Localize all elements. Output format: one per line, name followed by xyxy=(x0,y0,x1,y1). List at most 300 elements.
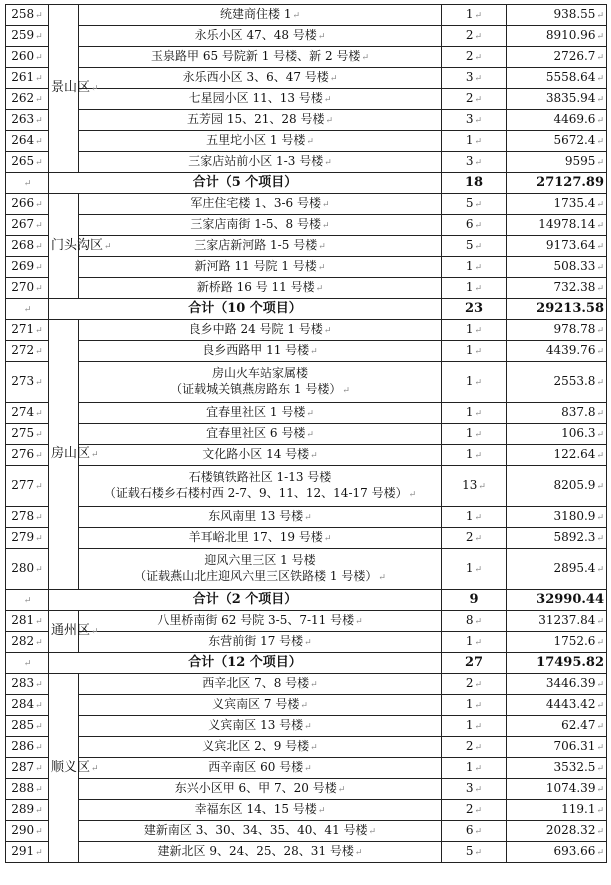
row-number-text: 264 xyxy=(11,133,35,147)
building-count xyxy=(442,424,507,445)
paragraph-mark-icon: ↵ xyxy=(474,701,483,711)
paragraph-mark-icon: ↵ xyxy=(378,573,386,583)
floor-area xyxy=(507,47,607,68)
row-number-text: 282 xyxy=(11,634,35,648)
floor-area-text: 732.38 xyxy=(553,280,596,294)
row-number-text: 268 xyxy=(11,238,35,252)
paragraph-mark-icon: ↵ xyxy=(596,848,604,858)
project-name xyxy=(79,821,442,842)
paragraph-mark-icon: ↵ xyxy=(323,326,332,336)
building-count-text: 5 xyxy=(465,844,474,858)
row-number xyxy=(6,320,49,341)
table-row xyxy=(6,110,607,131)
paragraph-mark-icon: ↵ xyxy=(35,451,43,461)
building-count-text: 1 xyxy=(465,374,474,388)
project-name-line: 西辛北区 7、8 号楼↵ xyxy=(202,676,318,690)
table-row xyxy=(6,695,607,716)
row-number-text: 270 xyxy=(11,280,35,294)
paragraph-mark-icon: ↵ xyxy=(474,534,483,544)
paragraph-mark-icon: ↵ xyxy=(306,137,314,147)
floor-area xyxy=(507,821,607,842)
paragraph-mark-icon: ↵ xyxy=(596,764,604,774)
paragraph-mark-icon: ↵ xyxy=(474,451,483,461)
building-count-text: 3 xyxy=(465,154,474,168)
table-row xyxy=(6,257,607,278)
row-number-text: 276 xyxy=(11,447,35,461)
total-count xyxy=(442,653,507,674)
paragraph-mark-icon: ↵ xyxy=(596,701,604,711)
paragraph-mark-icon: ↵ xyxy=(35,430,43,440)
row-number xyxy=(6,26,49,47)
total-label xyxy=(49,653,442,674)
paragraph-mark-icon: ↵ xyxy=(596,430,604,440)
row-number xyxy=(6,716,49,737)
floor-area-text: 2028.32 xyxy=(545,823,596,837)
floor-area xyxy=(507,110,607,131)
paragraph-mark-icon: ↵ xyxy=(35,785,43,795)
row-number-text: 269 xyxy=(11,259,35,273)
building-count xyxy=(442,362,507,403)
building-count xyxy=(442,737,507,758)
floor-area xyxy=(507,800,607,821)
project-name-line: 建新南区 3、30、34、35、40、41 号楼↵ xyxy=(143,823,377,837)
floor-area-text: 4443.42 xyxy=(545,697,596,711)
paragraph-mark-icon: ↵ xyxy=(317,806,326,816)
row-number-text: 279 xyxy=(11,530,35,544)
paragraph-mark-icon: ↵ xyxy=(596,221,604,231)
floor-area xyxy=(507,737,607,758)
building-count-text: 6 xyxy=(465,823,474,837)
paragraph-mark-icon: ↵ xyxy=(474,11,483,21)
row-number xyxy=(6,236,49,257)
row-number xyxy=(6,466,49,507)
project-name xyxy=(79,507,442,528)
paragraph-mark-icon: ↵ xyxy=(104,241,112,252)
table-row xyxy=(6,424,607,445)
floor-area-text: 2553.8 xyxy=(553,374,596,388)
project-name-line: 永乐小区 47、48 号楼↵ xyxy=(194,28,326,42)
row-number xyxy=(6,89,49,110)
paragraph-mark-icon: ↵ xyxy=(35,263,43,273)
project-name-line: 宜春里社区 6 号楼↵ xyxy=(206,426,314,440)
building-count-text: 3 xyxy=(465,70,474,84)
project-name xyxy=(79,215,442,236)
project-name xyxy=(79,131,442,152)
paragraph-mark-icon: ↵ xyxy=(596,534,604,544)
project-name xyxy=(79,674,442,695)
building-count xyxy=(442,47,507,68)
paragraph-mark-icon: ↵ xyxy=(596,347,604,357)
table-row xyxy=(6,403,607,424)
total-count-text: 9 xyxy=(469,592,479,607)
floor-area xyxy=(507,716,607,737)
paragraph-mark-icon: ↵ xyxy=(35,680,43,690)
district-name xyxy=(49,5,99,173)
paragraph-mark-icon: ↵ xyxy=(35,326,43,336)
floor-area-text: 106.3 xyxy=(561,426,596,440)
paragraph-mark-icon: ↵ xyxy=(323,95,332,105)
project-name-line: 五里坨小区 1 号楼↵ xyxy=(206,133,314,147)
floor-area xyxy=(507,362,607,403)
table-row xyxy=(6,611,607,632)
paragraph-mark-icon: ↵ xyxy=(23,178,32,189)
row-number xyxy=(6,68,49,89)
paragraph-mark-icon: ↵ xyxy=(596,638,604,648)
row-number xyxy=(6,632,49,653)
building-count xyxy=(442,821,507,842)
paragraph-mark-icon: ↵ xyxy=(474,137,483,147)
building-count xyxy=(442,131,507,152)
project-name xyxy=(79,779,442,800)
building-count-text: 5 xyxy=(465,238,474,252)
project-name-line: 八里桥南街 62 号院 3-5、7-11 号楼↵ xyxy=(157,613,363,627)
floor-area-text: 3180.9 xyxy=(553,509,596,523)
paragraph-mark-icon: ↵ xyxy=(329,74,338,84)
project-name-line: 三家店南街 1-5、8 号楼↵ xyxy=(190,217,330,231)
row-number-text: 277 xyxy=(11,478,35,492)
paragraph-mark-icon: ↵ xyxy=(35,74,43,84)
floor-area-text: 837.8 xyxy=(561,405,596,419)
floor-area xyxy=(507,424,607,445)
project-name-line: 三家店新河路 1-5 号楼↵ xyxy=(194,238,326,252)
row-number-text: 283 xyxy=(11,676,35,690)
row-number xyxy=(6,821,49,842)
row-number-text: 286 xyxy=(11,739,35,753)
floor-area-text: 1074.39 xyxy=(545,781,596,795)
total-row-empty-cell xyxy=(6,299,49,320)
floor-area-text: 3532.5 xyxy=(553,760,596,774)
project-name xyxy=(79,549,442,590)
paragraph-mark-icon: ↵ xyxy=(474,221,483,231)
row-number-text: 275 xyxy=(11,426,35,440)
project-name-line: 羊耳峪北里 17、19 号楼↵ xyxy=(188,530,332,544)
building-count xyxy=(442,779,507,800)
row-number-text: 267 xyxy=(11,217,35,231)
paragraph-mark-icon: ↵ xyxy=(35,200,43,210)
total-area xyxy=(507,653,607,674)
paragraph-mark-icon: ↵ xyxy=(35,848,43,858)
building-count-text: 5 xyxy=(465,196,474,210)
project-name-line: 东风南里 13 号楼↵ xyxy=(208,509,312,523)
paragraph-mark-icon: ↵ xyxy=(23,304,32,315)
project-name-line: 幸福东区 14、15 号楼↵ xyxy=(194,802,326,816)
paragraph-mark-icon: ↵ xyxy=(35,827,43,837)
project-name xyxy=(79,47,442,68)
floor-area xyxy=(507,68,607,89)
paragraph-mark-icon: ↵ xyxy=(35,116,43,126)
project-name xyxy=(79,695,442,716)
row-number xyxy=(6,445,49,466)
paragraph-mark-icon: ↵ xyxy=(474,32,483,42)
floor-area xyxy=(507,779,607,800)
paragraph-mark-icon: ↵ xyxy=(325,116,333,126)
paragraph-mark-icon: ↵ xyxy=(596,806,604,816)
paragraph-mark-icon: ↵ xyxy=(310,347,318,357)
row-number xyxy=(6,194,49,215)
building-count xyxy=(442,403,507,424)
paragraph-mark-icon: ↵ xyxy=(474,200,483,210)
project-name xyxy=(79,320,442,341)
paragraph-mark-icon: ↵ xyxy=(337,785,346,795)
project-name xyxy=(79,632,442,653)
row-number xyxy=(6,674,49,695)
table-row xyxy=(6,194,607,215)
row-number-text: 259 xyxy=(11,28,35,42)
paragraph-mark-icon: ↵ xyxy=(35,806,43,816)
building-count-text: 1 xyxy=(465,760,474,774)
paragraph-mark-icon: ↵ xyxy=(596,200,604,210)
table-row xyxy=(6,26,607,47)
floor-area xyxy=(507,611,607,632)
paragraph-mark-icon: ↵ xyxy=(310,451,318,461)
project-name xyxy=(79,611,442,632)
floor-area-text: 706.31 xyxy=(553,739,596,753)
building-count xyxy=(442,528,507,549)
district-name-text: 景山区 xyxy=(51,80,91,95)
project-name-line: 永乐西小区 3、6、47 号楼↵ xyxy=(182,70,338,84)
table-row xyxy=(6,779,607,800)
project-name-line: 统建商住楼 1↵ xyxy=(220,7,300,21)
paragraph-mark-icon: ↵ xyxy=(474,680,483,690)
paragraph-mark-icon: ↵ xyxy=(35,221,43,231)
building-count-text: 8 xyxy=(465,613,474,627)
project-name xyxy=(79,236,442,257)
building-count-text: 2 xyxy=(465,530,474,544)
district-name xyxy=(49,320,99,590)
project-name-line: 房山火车站家属楼 xyxy=(211,366,308,380)
building-count-text: 3 xyxy=(465,112,474,126)
building-count-text: 2 xyxy=(465,676,474,690)
paragraph-mark-icon: ↵ xyxy=(596,326,604,336)
building-count xyxy=(442,800,507,821)
district-name xyxy=(49,674,99,863)
table-row xyxy=(6,47,607,68)
paragraph-mark-icon: ↵ xyxy=(35,137,43,147)
building-count xyxy=(442,320,507,341)
building-count-text: 1 xyxy=(465,405,474,419)
floor-area-text: 3446.39 xyxy=(545,676,596,690)
table-row xyxy=(6,800,607,821)
paragraph-mark-icon: ↵ xyxy=(317,32,326,42)
floor-area xyxy=(507,236,607,257)
paragraph-mark-icon: ↵ xyxy=(474,116,483,126)
table-row xyxy=(6,341,607,362)
paragraph-mark-icon: ↵ xyxy=(23,658,32,669)
table-row xyxy=(6,842,607,863)
floor-area-text: 8910.96 xyxy=(545,28,596,42)
project-name-line: 七星园小区 11、13 号楼↵ xyxy=(188,91,332,105)
floor-area xyxy=(507,528,607,549)
project-name xyxy=(79,341,442,362)
paragraph-mark-icon: ↵ xyxy=(596,242,604,252)
building-count xyxy=(442,152,507,173)
paragraph-mark-icon: ↵ xyxy=(474,806,483,816)
row-number-text: 290 xyxy=(11,823,35,837)
paragraph-mark-icon: ↵ xyxy=(474,263,483,273)
paragraph-mark-icon: ↵ xyxy=(35,638,43,648)
building-count-text: 3 xyxy=(465,781,474,795)
paragraph-mark-icon: ↵ xyxy=(354,848,363,858)
building-count xyxy=(442,445,507,466)
paragraph-mark-icon: ↵ xyxy=(596,95,604,105)
table-row xyxy=(6,528,607,549)
building-count xyxy=(442,549,507,590)
project-name xyxy=(79,194,442,215)
paragraph-mark-icon: ↵ xyxy=(408,490,417,500)
table-row xyxy=(6,278,607,299)
total-row xyxy=(6,299,607,320)
row-number xyxy=(6,403,49,424)
project-name-line: 迎风六里三区 1 号楼 xyxy=(204,553,316,567)
total-label-text: 合计（5 个项目） xyxy=(192,175,298,190)
row-number xyxy=(6,842,49,863)
building-count xyxy=(442,278,507,299)
row-number xyxy=(6,695,49,716)
floor-area xyxy=(507,466,607,507)
total-area-text: 17495.82 xyxy=(536,655,604,670)
building-count xyxy=(442,68,507,89)
project-name-line: （证载石楼乡石楼村西 2-7、9、11、12、14-17 号楼）↵ xyxy=(103,486,417,500)
paragraph-mark-icon: ↵ xyxy=(474,638,483,648)
paragraph-mark-icon: ↵ xyxy=(304,513,312,523)
building-count-text: 1 xyxy=(465,7,474,21)
floor-area xyxy=(507,320,607,341)
project-name xyxy=(79,110,442,131)
table-row xyxy=(6,737,607,758)
paragraph-mark-icon: ↵ xyxy=(306,409,314,419)
paragraph-mark-icon: ↵ xyxy=(35,565,43,575)
row-number-text: 284 xyxy=(11,697,35,711)
paragraph-mark-icon: ↵ xyxy=(596,482,604,492)
paragraph-mark-icon: ↵ xyxy=(304,638,312,648)
paragraph-mark-icon: ↵ xyxy=(318,242,326,252)
paragraph-mark-icon: ↵ xyxy=(35,764,43,774)
project-name-line: 良乡中路 24 号院 1 号楼↵ xyxy=(188,322,332,336)
total-label xyxy=(49,299,442,320)
floor-area xyxy=(507,26,607,47)
building-count-text: 1 xyxy=(465,322,474,336)
total-area-text: 29213.58 xyxy=(536,301,604,316)
paragraph-mark-icon: ↵ xyxy=(322,200,330,210)
table-row xyxy=(6,320,607,341)
paragraph-mark-icon: ↵ xyxy=(474,347,483,357)
row-number-text: 266 xyxy=(11,196,35,210)
row-number-text: 263 xyxy=(11,112,35,126)
building-count-text: 2 xyxy=(465,739,474,753)
project-name-line: 宜春里社区 1 号楼↵ xyxy=(206,405,314,419)
building-count-text: 2 xyxy=(465,91,474,105)
paragraph-mark-icon: ↵ xyxy=(474,430,483,440)
project-name-line: （证载燕山北庄迎风六里三区铁路楼 1 号楼）↵ xyxy=(134,569,386,583)
paragraph-mark-icon: ↵ xyxy=(35,11,43,21)
row-number-text: 272 xyxy=(11,343,35,357)
floor-area xyxy=(507,194,607,215)
row-number-text: 278 xyxy=(11,509,35,523)
total-row xyxy=(6,653,607,674)
building-count xyxy=(442,507,507,528)
building-count xyxy=(442,236,507,257)
total-row-empty-cell xyxy=(6,590,49,611)
district-name xyxy=(49,611,99,653)
floor-area xyxy=(507,152,607,173)
total-label-text: 合计（12 个项目） xyxy=(188,655,302,670)
floor-area-text: 9173.64 xyxy=(545,238,596,252)
paragraph-mark-icon: ↵ xyxy=(300,701,308,711)
project-name xyxy=(79,445,442,466)
total-area xyxy=(507,173,607,194)
floor-area xyxy=(507,403,607,424)
building-count-text: 2 xyxy=(465,28,474,42)
paragraph-mark-icon: ↵ xyxy=(35,743,43,753)
total-count-text: 23 xyxy=(464,301,484,316)
row-number xyxy=(6,779,49,800)
total-area-text: 27127.89 xyxy=(536,175,604,190)
project-name-line: 五芳园 15、21、28 号楼↵ xyxy=(187,112,333,126)
paragraph-mark-icon: ↵ xyxy=(91,450,99,460)
project-name-line: 义宾北区 2、9 号楼↵ xyxy=(202,739,318,753)
floor-area xyxy=(507,215,607,236)
row-number xyxy=(6,528,49,549)
paragraph-mark-icon: ↵ xyxy=(35,409,43,419)
building-count-text: 13 xyxy=(462,478,478,492)
floor-area xyxy=(507,131,607,152)
floor-area xyxy=(507,758,607,779)
paragraph-mark-icon: ↵ xyxy=(474,242,483,252)
row-number-text: 287 xyxy=(11,760,35,774)
building-count-text: 1 xyxy=(465,509,474,523)
row-number-text: 271 xyxy=(11,322,35,336)
floor-area-text: 508.33 xyxy=(553,259,596,273)
project-name-line: 建新北区 9、24、25、28、31 号楼↵ xyxy=(157,844,363,858)
paragraph-mark-icon: ↵ xyxy=(474,513,483,523)
table-row xyxy=(6,674,607,695)
floor-area-text: 3835.94 xyxy=(545,91,596,105)
building-count-text: 1 xyxy=(465,133,474,147)
paragraph-mark-icon: ↵ xyxy=(304,722,312,732)
paragraph-mark-icon: ↵ xyxy=(35,722,43,732)
project-name-line: 良乡西路甲 11 号楼↵ xyxy=(202,343,318,357)
building-count-text: 2 xyxy=(465,49,474,63)
paragraph-mark-icon: ↵ xyxy=(310,743,318,753)
floor-area-text: 938.55 xyxy=(553,7,596,21)
row-number-text: 280 xyxy=(11,561,35,575)
floor-area-text: 693.66 xyxy=(553,844,596,858)
paragraph-mark-icon: ↵ xyxy=(310,680,318,690)
building-count-text: 1 xyxy=(465,426,474,440)
floor-area-text: 5892.3 xyxy=(553,530,596,544)
building-count-text: 1 xyxy=(465,561,474,575)
paragraph-mark-icon: ↵ xyxy=(35,534,43,544)
paragraph-mark-icon: ↵ xyxy=(596,158,604,168)
project-name-line: 新桥路 16 号 11 号楼↵ xyxy=(196,280,324,294)
total-row-empty-cell xyxy=(6,653,49,674)
building-count xyxy=(442,341,507,362)
paragraph-mark-icon: ↵ xyxy=(317,263,326,273)
building-count xyxy=(442,632,507,653)
row-number xyxy=(6,507,49,528)
project-name xyxy=(79,800,442,821)
floor-area xyxy=(507,632,607,653)
paragraph-mark-icon: ↵ xyxy=(35,482,43,492)
paragraph-mark-icon: ↵ xyxy=(596,785,604,795)
total-label xyxy=(49,173,442,194)
project-name-line: 新河路 11 号院 1 号楼↵ xyxy=(194,259,326,273)
building-count-text: 2 xyxy=(465,802,474,816)
project-name-line: 东兴小区甲 6、甲 7、20 号楼↵ xyxy=(174,781,346,795)
table-row xyxy=(6,716,607,737)
paragraph-mark-icon: ↵ xyxy=(35,513,43,523)
building-count xyxy=(442,674,507,695)
